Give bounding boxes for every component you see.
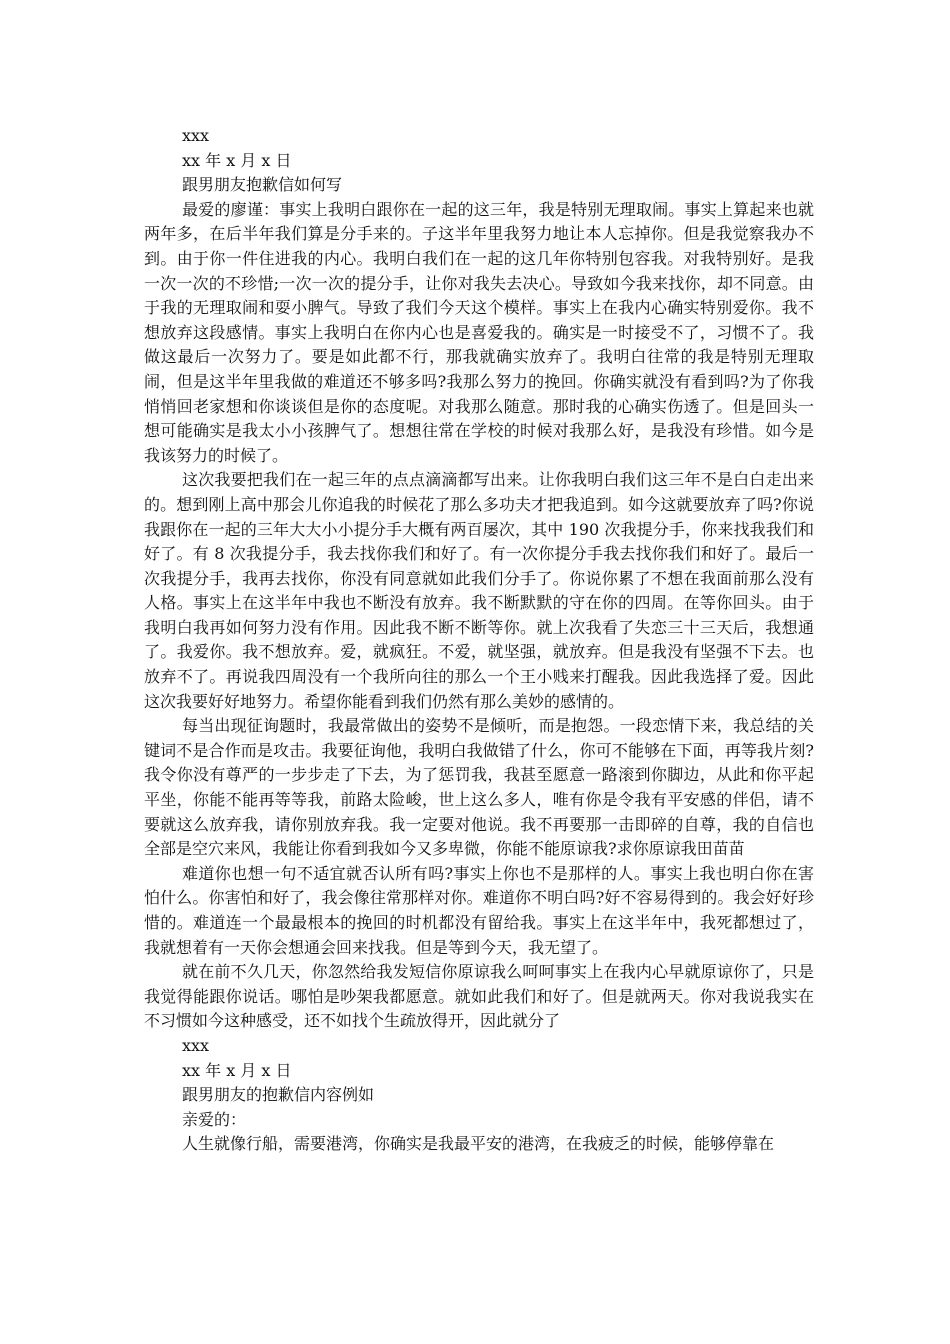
greeting: 亲爱的： (182, 1109, 247, 1129)
letter-title: 跟男朋友的抱歉信内容例如 (182, 1085, 375, 1105)
body-paragraph: 每当出现征询题时，我最常做出的姿势不是倾听，而是抱怨。一段恋情下来，我总结的关键词不是合作而是攻击。我要征询他，我明白我做错了什么，你可不能够在下面，再等我片刻?我令你没有尊严的一步步走了下去，为了惩罚我，我甚至愿意一路滚到你脚边，从此和你平起平坐，你能不能再等等我，前路太险峻，世上这么多人，唯有你是令我有平安感的伴侣，请不要就这么放弃我，请你别放弃我。我一定要对他说。我不再要那一击即碎的自尊，我的自信也全部是空穴来风，我能让你看到我如今又多卑微，你能不能原谅我?求你原谅我田苗苗 (144, 716, 814, 859)
body-paragraph: 最爱的廖谨：事实上我明白跟你在一起的这三年，我是特别无理取闹。事实上算起来也就两年多，在后半年我们算是分手来的。子这半年里我努力地让本人忘掉你。但是我觉察我办不到。由于你一件住进我的内心。我明白我们在一起的这几年你特别包容我。对我特别好。是我一次一次的不珍惜;一次一次的提分手，让你对我失去决心。导致如今我来找你，却不同意。由于我的无理取闹和耍小脾气。导致了我们今天这个模样。事实上在我内心确实特别爱你。我不想放弃这段感情。事实上我明白在你内心也是喜爱我的。确实是一时接受不了，习惯不了。我做这最后一次努力了。要是如此都不行，那我就确实放弃了。我明白往常的我是特别无理取闹，但是这半年里我做的难道还不够多吗?我那么努力的挽回。你确实就没有看到吗?为了你我悄悄回老家想和你谈谈但是你的态度呢。对我那么随意。那时我的心确实伤透了。但是回头一想可能确实是我太小小孩脾气了。想想往常在学校的时候对我那么好，是我没有珍惜。如今是我该努力的时候了。 (144, 199, 814, 465)
signature: xxx (182, 1035, 210, 1055)
date-line: xx 年 x 月 x 日 (182, 1060, 292, 1080)
date-line: xx 年 x 月 x 日 (182, 150, 292, 170)
body-paragraph: 这次我要把我们在一起三年的点点滴滴都写出来。让你我明白我们这三年不是白白走出来的。想到刚上高中那会儿你追我的时候花了那么多功夫才把我追到。如今这就要放弃了吗?你说我跟你在一起的三年大大小小提分手大概有两百屡次，其中 190 次我提分手，你来找我我们和好了。有 8 次我提分手，我去找你我们和好了。有一次你提分手我去找你我们和好了。最后一次我提分手，我再去找你，你没有同意就如此我们分手了。你说你累了不想在我面前那么没有人格。事实上在这半年中我也不断没有放弃。我不断默默的守在你的四周。在等你回头。由于我明白我再如何努力没有作用。因此我不断不断等你。就上次我看了失恋三十三天后，我想通了。我爱你。我不想放弃。爱，就疯狂。不爱，就坚强，就放弃。但是我没有坚强不下去。也放弃不了。再说我四周没有一个我所向往的那么一个王小贱来打醒我。因此我选择了爱。因此这次我要好好地努力。希望你能看到我们仍然有那么美妙的感情的。 (144, 470, 814, 711)
document-page (144, 124, 814, 1157)
letter-title: 跟男朋友抱歉信如何写 (182, 175, 343, 195)
body-paragraph: 人生就像行船，需要港湾，你确实是我最平安的港湾，在我疲乏的时候，能够停靠在 (182, 1134, 775, 1154)
signature: xxx (182, 126, 210, 145)
body-paragraph: 难道你也想一句不适宜就否认所有吗?事实上你也不是那样的人。事实上我也明白你在害怕什么。你害怕和好了，我会像往常那样对你。难道你不明白吗?好不容易得到的。我会好好珍惜的。难道连一个最最根本的挽回的时机都没有留给我。事实上在这半年中，我死都想过了，我就想着有一天你会想通会回来找我。但是等到今天，我无望了。 (144, 863, 814, 957)
body-paragraph: 就在前不久几天，你忽然给我发短信你原谅我么呵呵事实上在我内心早就原谅你了，只是我觉得能跟你说话。哪怕是吵架我都愿意。就如此我们和好了。但是就两天。你对我说我实在不习惯如今这种感受，还不如找个生疏放得开，因此就分了 (144, 962, 814, 1031)
